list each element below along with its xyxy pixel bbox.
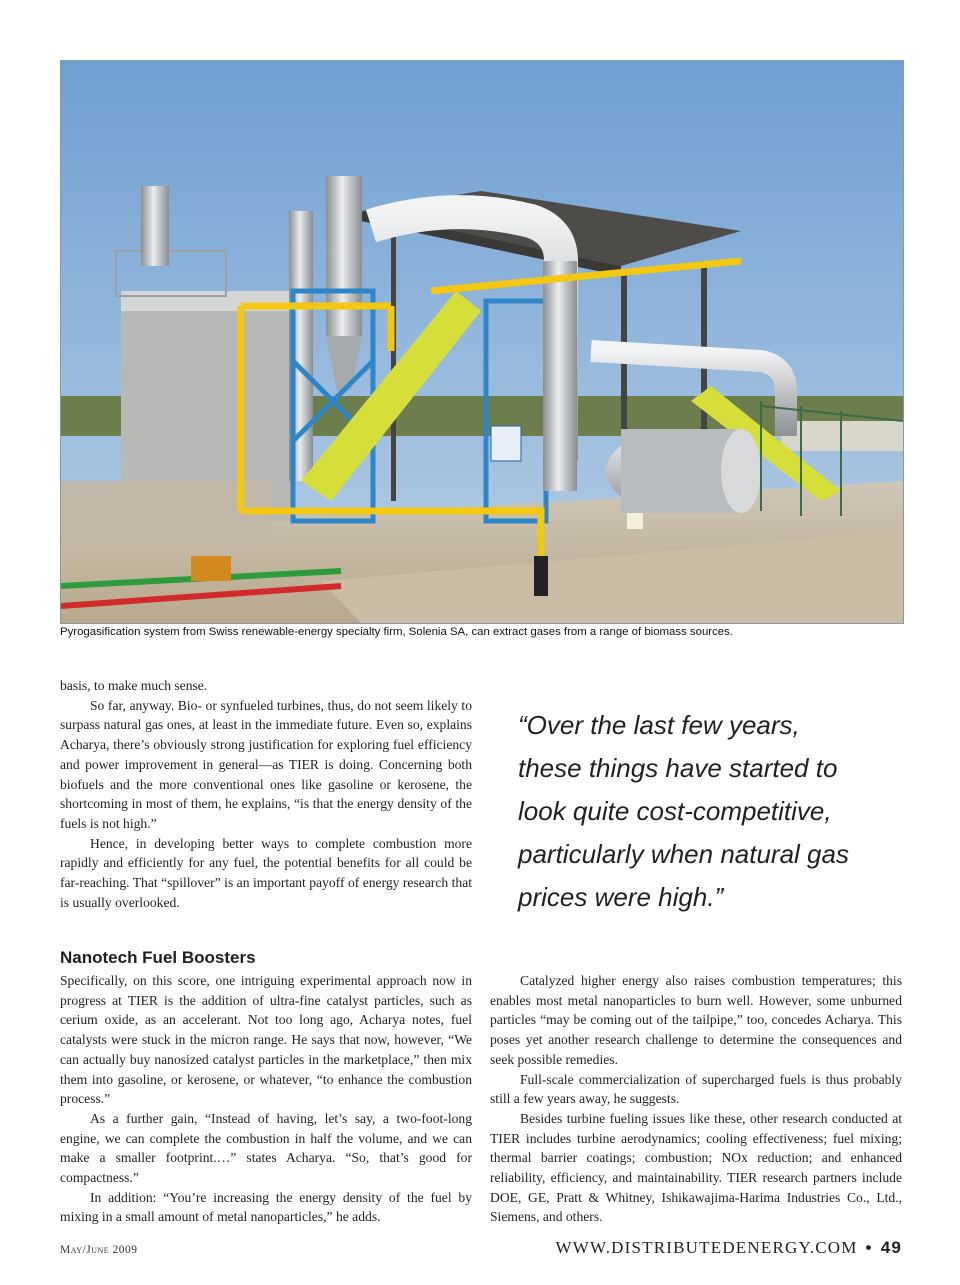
pull-quote-line: these things have started to [518,753,838,783]
pull-quote-line: “Over the last few years, [518,710,800,740]
paragraph: In addition: “You’re increasing the energy density of the fuel by mixing in a small amount of metal nanoparticles,” he adds. [60,1189,472,1225]
page-footer [556,1238,902,1258]
paragraph: As a further gain, “Instead of having, let’s say, a two-foot-long engine, we can complete the combustion in half the volume, and we can make a smaller footprint.…” states Acharya. “So, that’s good for compactness.” [60,1110,472,1186]
paragraph: Besides turbine fueling issues like these, other research conducted at TIER includes turbine aerodynamics; cooling effectiveness; fuel mixing; thermal barrier coatings; combustion; NOx reduction; and enhanced reliability, efficiency, and maintainability. TIER research partners include DOE, GE, Pratt & Whitney, Ishikawajima-Harima Industries Co., Ltd., Siemens, and others. [490,1110,902,1225]
paragraph: Hence, in developing better ways to complete combustion more rapidly and efficiently for any fuel, the potential benefits for all could be far-reaching. That “spillover” is an important payoff of energy research that is usually overlooked. [60,835,472,910]
website-link[interactable]: WWW.DISTRIBUTEDENERGY.COM [555,1238,858,1257]
pull-quote-line: prices were high.” [518,882,724,912]
page-number: 49 [880,1238,902,1257]
photo-illustration [61,61,903,623]
bullet-separator: • [865,1238,873,1257]
body-text-left-top [60,676,472,912]
paragraph: So far, anyway. Bio- or synfueled turbines, thus, do not seem likely to surpass natural gas ones, at least in the immediate future. Even so, explains Acharya, there’s obviously strong justification for exploring fuel efficiency and power improvement in general—as TIER is doing. Concerning both biofuels and the more conventional ones like gasoline or kerosene, the shortcoming in most of them, he explains, “is that the energy density of the fuels is not high.” [60,697,472,831]
paragraph: Catalyzed higher energy also raises combustion temperatures; this enables most metal nanoparticles to burn well. However, some unburned particles “may be coming out of the tailpipe,” too, concedes Acharya. This poses yet another research challenge to determine the consequences and seek possible remedies. [490,973,902,1067]
paragraph: basis, to make much sense. [60,678,208,693]
section-heading: Nanotech Fuel Boosters [60,948,256,967]
pull-quote [518,704,918,919]
industrial-plant-photo [60,60,904,624]
paragraph: Full-scale commercialization of supercharged fuels is thus probably still a few years away, he suggests. [490,1071,902,1107]
body-text-right-bottom [490,971,902,1227]
pull-quote-line: particularly when natural gas [518,839,849,869]
paragraph: Specifically, on this score, one intriguing experimental approach now in progress at TIER is the addition of ultra-fine catalyst particles, such as cerium oxide, as an accelerant. Not too long ago, Acharya notes, fuel catalysts were stuck in the micron range. He says that now, however, “We can actually buy nanosized catalyst particles in the marketplace,” then mix them into gasoline, or kerosene, or whatever, “to enhance the combustion process.” [60,973,472,1107]
pull-quote-line: look quite cost-competitive, [518,796,832,826]
photo-caption: Pyrogasification system from Swiss renewable-energy specialty firm, Solenia SA, can extract gases from a range of biomass sources. [60,626,733,638]
body-text-left-bottom [60,971,472,1227]
issue-date: May/June 2009 [60,1244,138,1256]
